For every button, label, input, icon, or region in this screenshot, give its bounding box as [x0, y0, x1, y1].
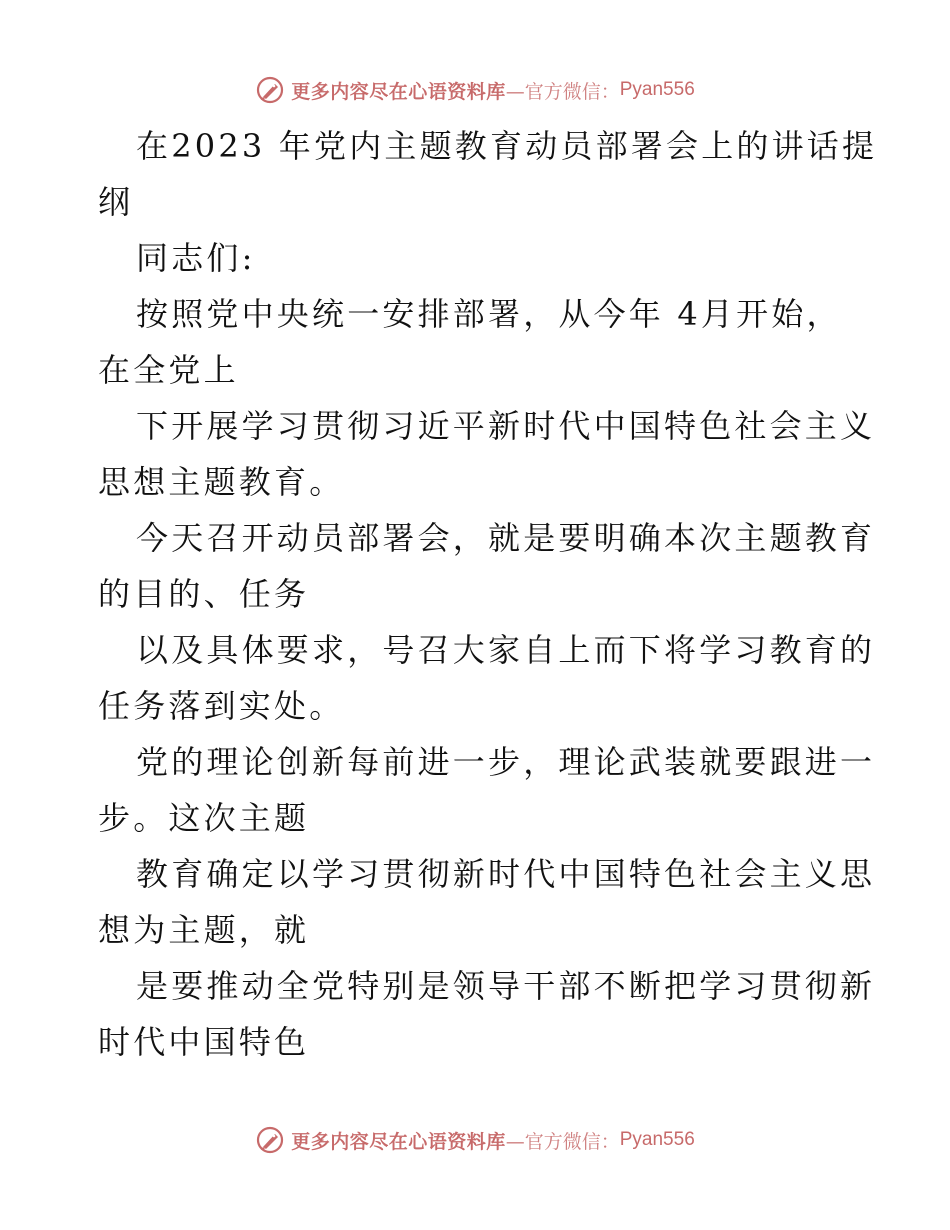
doc-title-line-2: 纲 [98, 183, 134, 221]
doc-line-4: 按照党中央统一安排部署，从今年 4月开始， [136, 295, 842, 333]
doc-line-17: 时代中国特色 [98, 1023, 310, 1061]
doc-line-13: 步。这次主题 [98, 799, 310, 837]
doc-line-11: 任务落到实处。 [98, 687, 345, 725]
doc-line-10: 以及具体要求，号召大家自上而下将学习教育的 [136, 631, 876, 669]
doc-line-15: 想为主题，就 [98, 911, 310, 949]
doc-line-5: 在全党上 [98, 351, 239, 389]
doc-salutation: 同志们: [136, 239, 256, 277]
doc-line-9: 的目的、任务 [98, 575, 310, 613]
watermark-header [0, 70, 950, 110]
watermark-sub-text: —官方微信： [505, 80, 620, 103]
watermark-main-text: 更多内容尽在心语资料库 [291, 80, 506, 103]
pen-nib-logo-icon [255, 75, 285, 105]
doc-title-line-1: 在2023 年党内主题教育动员部署会上的讲话提 [136, 127, 878, 165]
watermark-wechat-id: Pyan556 [619, 1129, 695, 1150]
doc-line-8: 今天召开动员部署会，就是要明确本次主题教育 [136, 519, 876, 557]
watermark-sub-text: —官方微信： [505, 1130, 620, 1153]
document-body [98, 118, 878, 1070]
doc-line-6: 下开展学习贯彻习近平新时代中国特色社会主义 [136, 407, 876, 445]
watermark-main-text: 更多内容尽在心语资料库 [291, 1130, 506, 1153]
doc-line-7: 思想主题教育。 [98, 463, 345, 501]
doc-line-16: 是要推动全党特别是领导干部不断把学习贯彻新 [136, 967, 876, 1005]
doc-line-14: 教育确定以学习贯彻新时代中国特色社会主义思 [136, 855, 876, 893]
watermark-wechat-id: Pyan556 [619, 79, 695, 100]
doc-line-12: 党的理论创新每前进一步，理论武装就要跟进一 [136, 743, 876, 781]
pen-nib-logo-icon [255, 1125, 285, 1155]
watermark-footer [0, 1120, 950, 1160]
